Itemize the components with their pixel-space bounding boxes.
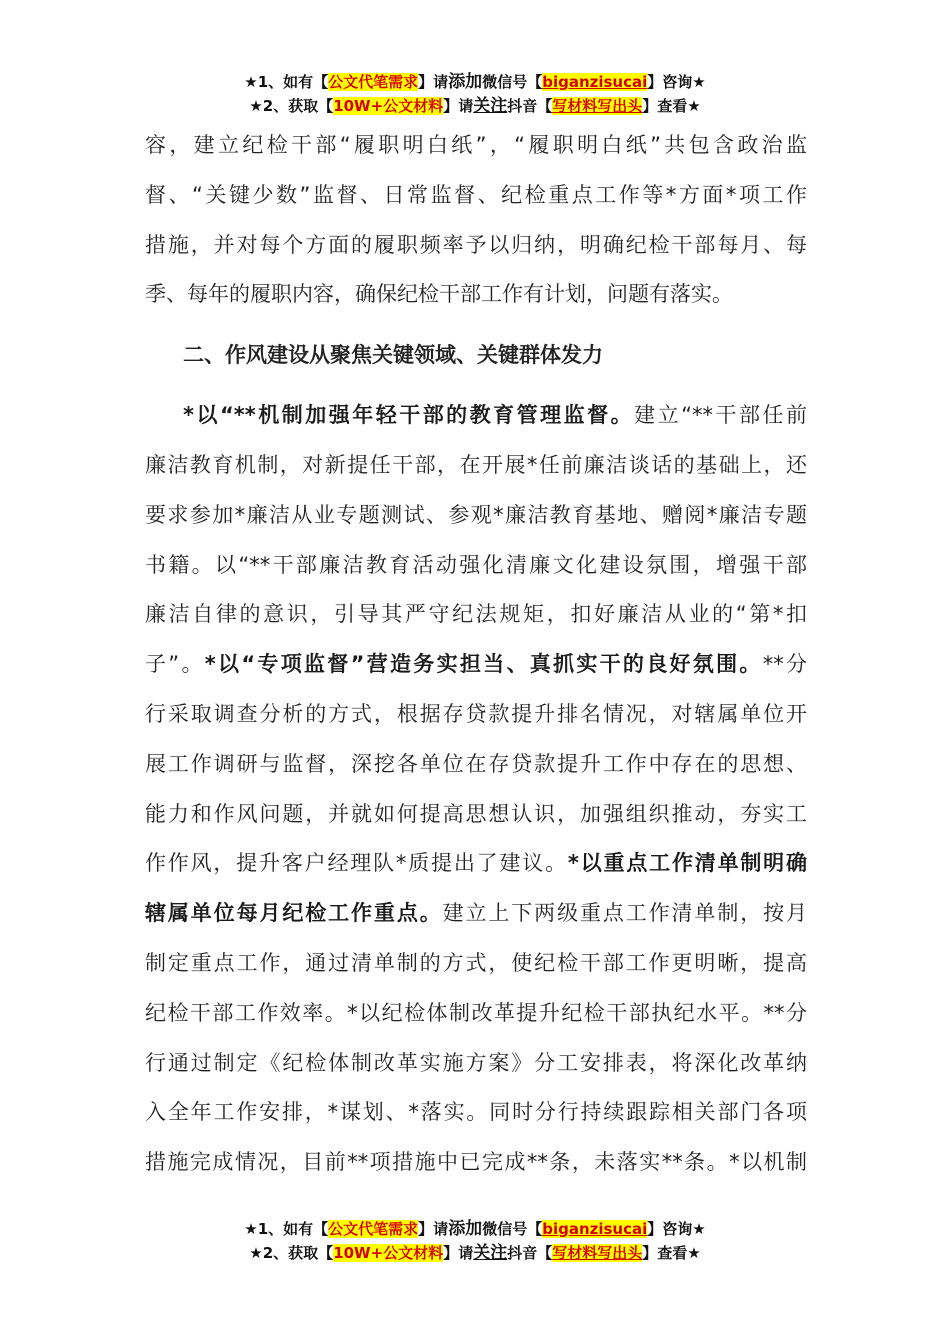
- banner-text: 】请: [443, 1244, 474, 1262]
- text-line: 行采取调查分析的方式，根据存贷款提升排名情况，对辖属单位开: [145, 701, 807, 726]
- banner-text: ★2、获取【: [249, 1244, 334, 1262]
- text-run: 子”。: [145, 652, 205, 677]
- bold-lead: *以重点工作清单制明确: [567, 851, 807, 876]
- section-heading: 二、作风建设从聚焦关键领域、关键群体发力: [183, 343, 603, 368]
- banner-text: 】请: [418, 1220, 449, 1238]
- banner-text: 】查看★: [642, 97, 701, 115]
- header-banner: [0, 70, 950, 118]
- text-line: 行通过制定《纪检体制改革实施方案》分工安排表，将深化改革纳: [145, 1050, 807, 1075]
- text-line: 督、“关键少数”监督、日常监督、纪检重点工作等*方面*项工作: [145, 182, 807, 207]
- bold-lead: 辖属单位每月纪检工作重点。: [145, 901, 443, 926]
- banner-text: 】咨询★: [647, 73, 706, 91]
- banner-text: 】请: [443, 97, 474, 115]
- banner-douyin-id: 写材料写出头: [552, 97, 643, 115]
- banner-wechat-id: biganzisucai: [542, 1220, 648, 1238]
- text-line: 书籍。以“**干部廉洁教育活动强化清廉文化建设氛围，增强干部: [145, 552, 807, 577]
- banner-line-2: [0, 94, 950, 118]
- text-line: 制定重点工作，通过清单制的方式，使纪检干部工作更明晰，提高: [145, 950, 807, 975]
- text-line: [145, 640, 807, 690]
- footer-banner: [0, 1217, 950, 1265]
- text-line: [145, 889, 807, 939]
- banner-highlight: 公文代笔需求: [328, 1220, 419, 1238]
- text-run: **分: [762, 652, 807, 677]
- banner-emphasis: 添加: [448, 1219, 483, 1239]
- banner-text: 】请: [418, 73, 449, 91]
- banner-emphasis: 关注: [473, 1243, 508, 1263]
- banner-text: 微信号【: [482, 73, 543, 91]
- text-run: 建立“**干部任前: [634, 403, 807, 428]
- text-line: 措施，并对每个方面的履职频率予以归纳，明确纪检干部每月、每: [145, 232, 807, 257]
- text-line: 入全年工作安排，*谋划、*落实。同时分行持续跟踪相关部门各项: [145, 1100, 807, 1125]
- text-line: 展工作调研与监督，深挖各单位在存贷款提升工作中存在的思想、: [145, 751, 807, 776]
- banner-emphasis: 关注: [473, 96, 508, 116]
- bold-lead: *以“**机制加强年轻干部的教育管理监督。: [183, 403, 635, 428]
- text-line: [145, 391, 807, 441]
- banner-text: ★1、如有【: [244, 73, 329, 91]
- text-line: 容，建立纪检干部“履职明白纸”，“履职明白纸”共包含政治监: [145, 133, 807, 157]
- banner-text: 微信号【: [482, 1220, 543, 1238]
- banner-emphasis: 添加: [448, 72, 483, 92]
- banner-wechat-id: biganzisucai: [542, 73, 648, 91]
- text-run: 建立上下两级重点工作清单制，按月: [442, 901, 808, 926]
- text-line: 廉洁自律的意识，引导其严守纪法规矩，扣好廉洁从业的“第*扣: [145, 602, 807, 627]
- text-line: 措施完成情况，目前**项措施中已完成**条，未落实**条。*以机制: [145, 1150, 807, 1175]
- banner-highlight: 公文代笔需求: [328, 73, 419, 91]
- banner-highlight: 10W+公文材料: [333, 1244, 444, 1262]
- banner-text: 】查看★: [642, 1244, 701, 1262]
- text-run: 作作风，提升客户经理队*质提出了建议。: [145, 851, 568, 876]
- banner-line-2: [0, 1241, 950, 1265]
- text-line: 要求参加*廉洁从业专题测试、参观*廉洁教育基地、赠阅*廉洁专题: [145, 502, 807, 527]
- banner-text: 】咨询★: [647, 1220, 706, 1238]
- document-body: [145, 121, 807, 1188]
- text-line: 能力和作风问题，并就如何提高思想认识，加强组织推动，夯实工: [145, 801, 807, 826]
- banner-text: 抖音【: [507, 1244, 553, 1262]
- banner-text: 抖音【: [507, 97, 553, 115]
- banner-text: ★1、如有【: [244, 1220, 329, 1238]
- bold-lead: *以“专项监督”营造务实担当、真抓实干的良好氛围。: [204, 652, 763, 677]
- banner-text: ★2、获取【: [249, 97, 334, 115]
- text-line: 廉洁教育机制，对新提任干部，在开展*任前廉洁谈话的基础上，还: [145, 452, 807, 477]
- banner-line-1: [0, 1217, 950, 1241]
- banner-highlight: 10W+公文材料: [333, 97, 444, 115]
- banner-douyin-id: 写材料写出头: [552, 1244, 643, 1262]
- text-line: 季、每年的履职内容，确保纪检干部工作有计划，问题有落实。: [145, 282, 733, 307]
- text-line: 纪检干部工作效率。*以纪检体制改革提升纪检干部执纪水平。**分: [145, 1000, 807, 1025]
- banner-line-1: [0, 70, 950, 94]
- text-line: [145, 839, 807, 889]
